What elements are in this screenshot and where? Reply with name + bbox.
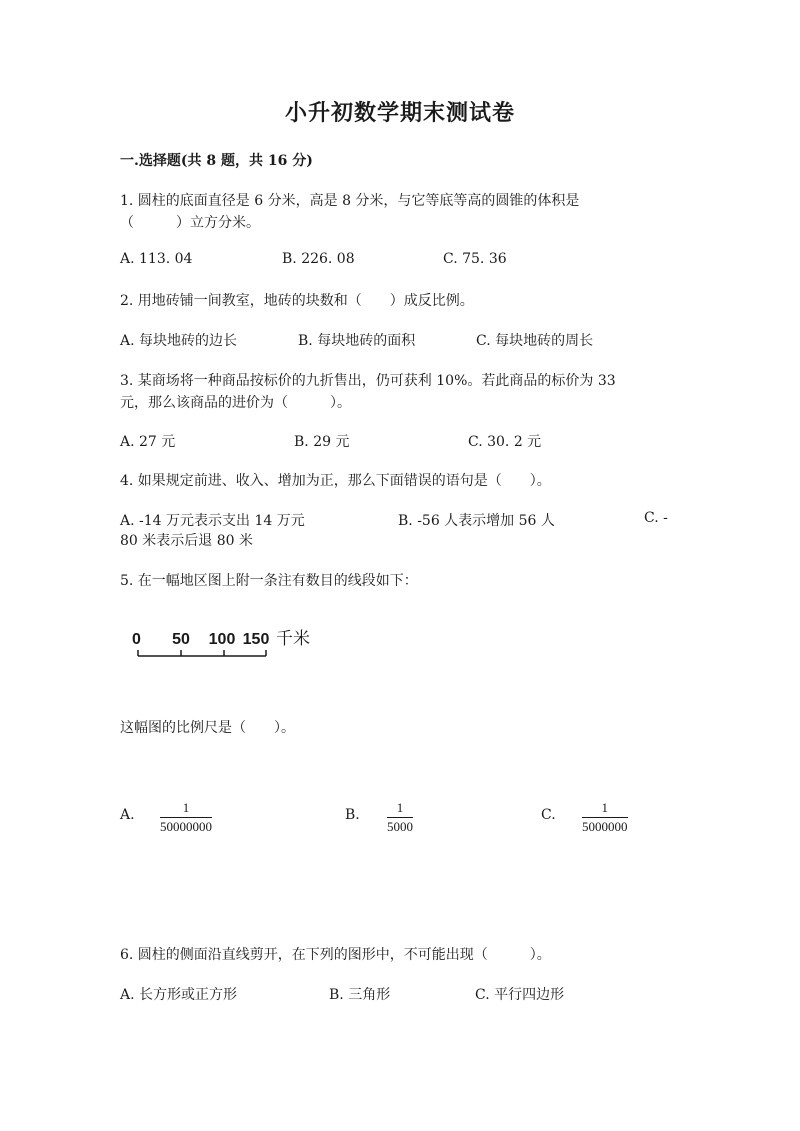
fraction-numerator: 1	[601, 800, 608, 815]
fraction-denominator: 50000000	[160, 819, 212, 834]
fraction-numerator: 1	[182, 800, 190, 815]
q1-option-a: A. 113. 04	[120, 251, 193, 267]
q5-option-b-fraction	[387, 800, 413, 835]
q6-option-c: C. 平行四边形	[475, 987, 565, 1003]
q2-option-a: A. 每块地砖的边长	[120, 333, 238, 349]
scale-label-100: 100	[208, 631, 236, 648]
q4-option-c: C. -	[644, 510, 668, 526]
q3-line2: 元，那么该商品的进价为（ ）。	[120, 395, 351, 411]
q2-text: 2. 用地砖铺一间教室，地砖的块数和（ ）成反比例。	[120, 293, 474, 309]
fraction-denominator: 5000000	[582, 819, 628, 834]
q6-text: 6. 圆柱的侧面沿直线剪开，在下列的图形中，不可能出现（ ）。	[120, 947, 551, 963]
q5-prompt: 这幅图的比例尺是（ ）。	[120, 720, 295, 736]
scale-unit: 千米	[276, 629, 310, 649]
fraction-denominator: 5000	[387, 819, 413, 834]
q3-line1: 3. 某商场将一种商品按标价的九折售出，仍可获利 10%。若此商品的标价为 33	[120, 373, 616, 389]
scale-bar	[128, 626, 328, 666]
q5-option-a-fraction	[160, 800, 212, 835]
q1-line1: 1. 圆柱的底面直径是 6 分米，高是 8 分米，与它等底等高的圆锥的体积是	[120, 193, 580, 209]
q1-option-c: C. 75. 36	[443, 251, 507, 267]
fraction-numerator: 1	[396, 800, 404, 815]
q3-option-c: C. 30. 2 元	[468, 434, 542, 450]
q5-option-a-label: A.	[120, 807, 135, 823]
q4-option-b: B. -56 人表示增加 56 人	[398, 513, 555, 529]
q1-option-b: B. 226. 08	[282, 251, 355, 267]
q4-option-c-continued: 80 米表示后退 80 米	[120, 533, 253, 549]
q6-option-a: A. 长方形或正方形	[120, 987, 238, 1003]
q3-option-a: A. 27 元	[120, 434, 176, 450]
q5-option-c-label: C.	[541, 807, 556, 823]
q5-text: 5. 在一幅地区图上附一条注有数目的线段如下：	[120, 573, 418, 589]
q5-option-b-label: B.	[345, 807, 360, 823]
section-heading: 一.选择题(共 8 题，共 16 分)	[120, 153, 313, 169]
q6-option-b: B. 三角形	[329, 987, 391, 1003]
q3-option-b: B. 29 元	[294, 434, 350, 450]
scale-label-150: 150	[242, 631, 270, 648]
q4-text: 4. 如果规定前进、收入、增加为正，那么下面错误的语句是（ ）。	[120, 473, 551, 489]
q2-option-c: C. 每块地砖的周长	[476, 333, 594, 349]
q4-option-a: A. -14 万元表示支出 14 万元	[120, 513, 305, 529]
scale-label-0: 0	[132, 631, 141, 648]
q1-line2: （ ）立方分米。	[120, 215, 260, 231]
scale-label-50: 50	[172, 631, 190, 648]
page-title: 小升初数学期末测试卷	[284, 100, 515, 126]
q2-option-b: B. 每块地砖的面积	[298, 333, 416, 349]
q5-option-c-fraction	[582, 800, 628, 835]
